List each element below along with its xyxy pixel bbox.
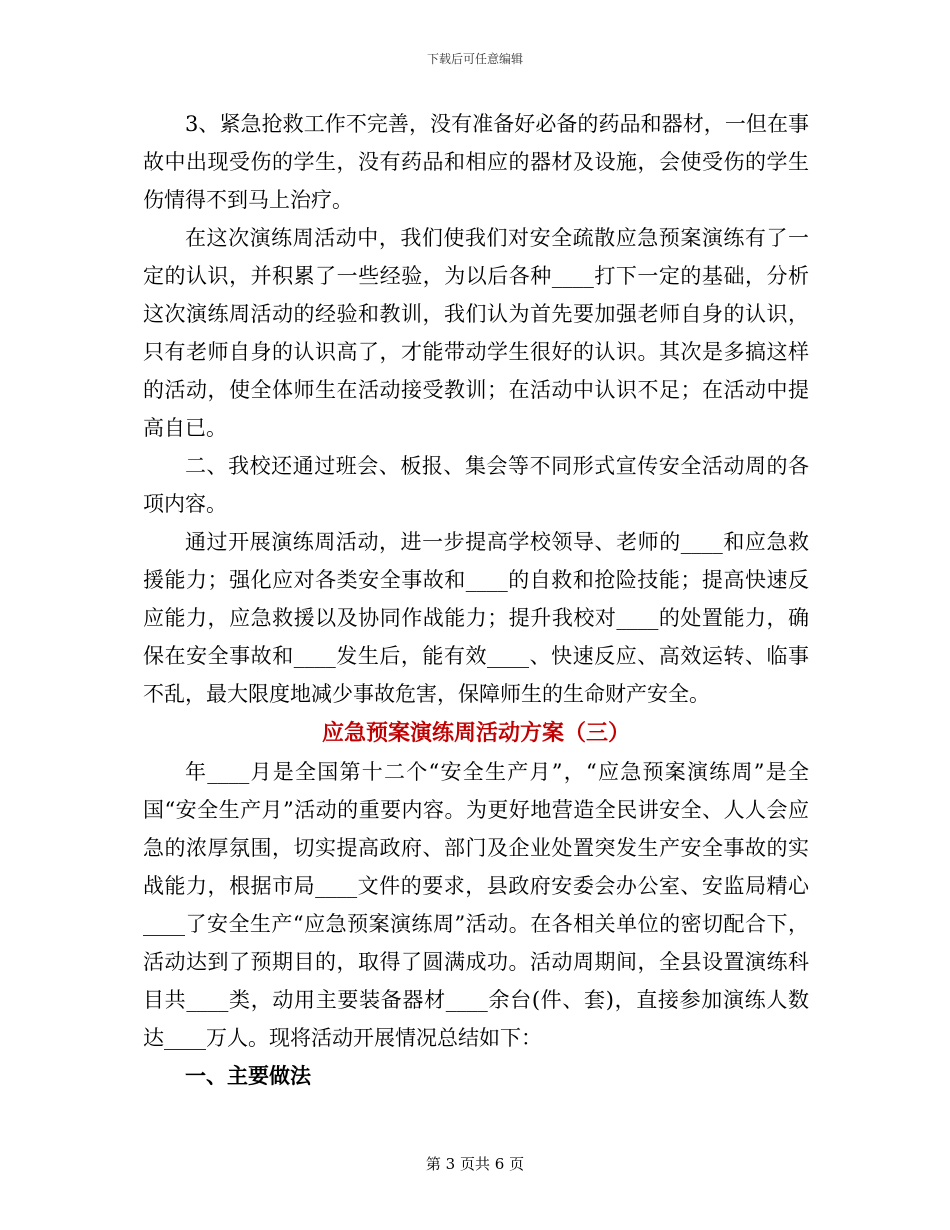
paragraph-drill-summary: 在这次演练周活动中，我们使我们对安全疏散应急预案演练有了一定的认识，并积累了一些经验，为以后各种____打下一定的基础，分析这次演练周活动的经验和教训，我们认为首先要加强老师自身的认识，只有老师自身的认识高了，才能带动学生很好的认识。其次是多搞这样的活动，使全体师生在活动接受教训；在活动中认识不足；在活动中提高自已。: [143, 226, 809, 440]
paragraph-intro: 年____月是全国第十二个“安全生产月”，“应急预案演练周”是全国“安全生产月”活动的重要内容。为更好地营造全民讲安全、人人会应急的浓厚氛围，切实提高政府、部门及企业处置突发生产安全事故的实战能力，根据市局____文件的要求，县政府安委会办公室、安监局精心____了安全生产“应急预案演练周”活动。在各相关单位的密切配合下，活动达到了预期目的，取得了圆满成功。活动周期间，全县设置演练科目共____类，动用主要装备器材____余台(件、套)，直接参加演练人数达____万人。现将活动开展情况总结如下：: [143, 760, 809, 1050]
page-header: 下载后可任意编辑: [426, 52, 523, 66]
paragraph-emergency-rescue: 3、紧急抢救工作不完善，没有准备好必备的药品和器材，一但在事故中出现受伤的学生，没有药品和相应的器材及设施，会使受伤的学生伤情得不到马上治疗。: [143, 112, 809, 212]
document-body: [143, 105, 809, 1095]
paragraph-drill-goals: 通过开展演练周活动，进一步提高学校领导、老师的____和应急救援能力；强化应对各类安全事故和____的自救和抢险技能；提高快速反应能力，应急救援以及协同作战能力；提升我校对____的处置能力，确保在安全事故和____发生后，能有效____、快速反应、高效运转、临事不乱，最大限度地减少事故危害，保障师生的生命财产安全。: [143, 530, 809, 706]
paragraph-school-publicity: 二、我校还通过班会、板报、集会等不同形式宣传安全活动周的各项内容。: [143, 454, 809, 516]
subheading-main-practices: 一、主要做法: [185, 1064, 311, 1088]
page-footer: 第 3 页共 6 页: [425, 1155, 525, 1173]
section-title: 应急预案演练周活动方案（三）: [321, 720, 630, 746]
